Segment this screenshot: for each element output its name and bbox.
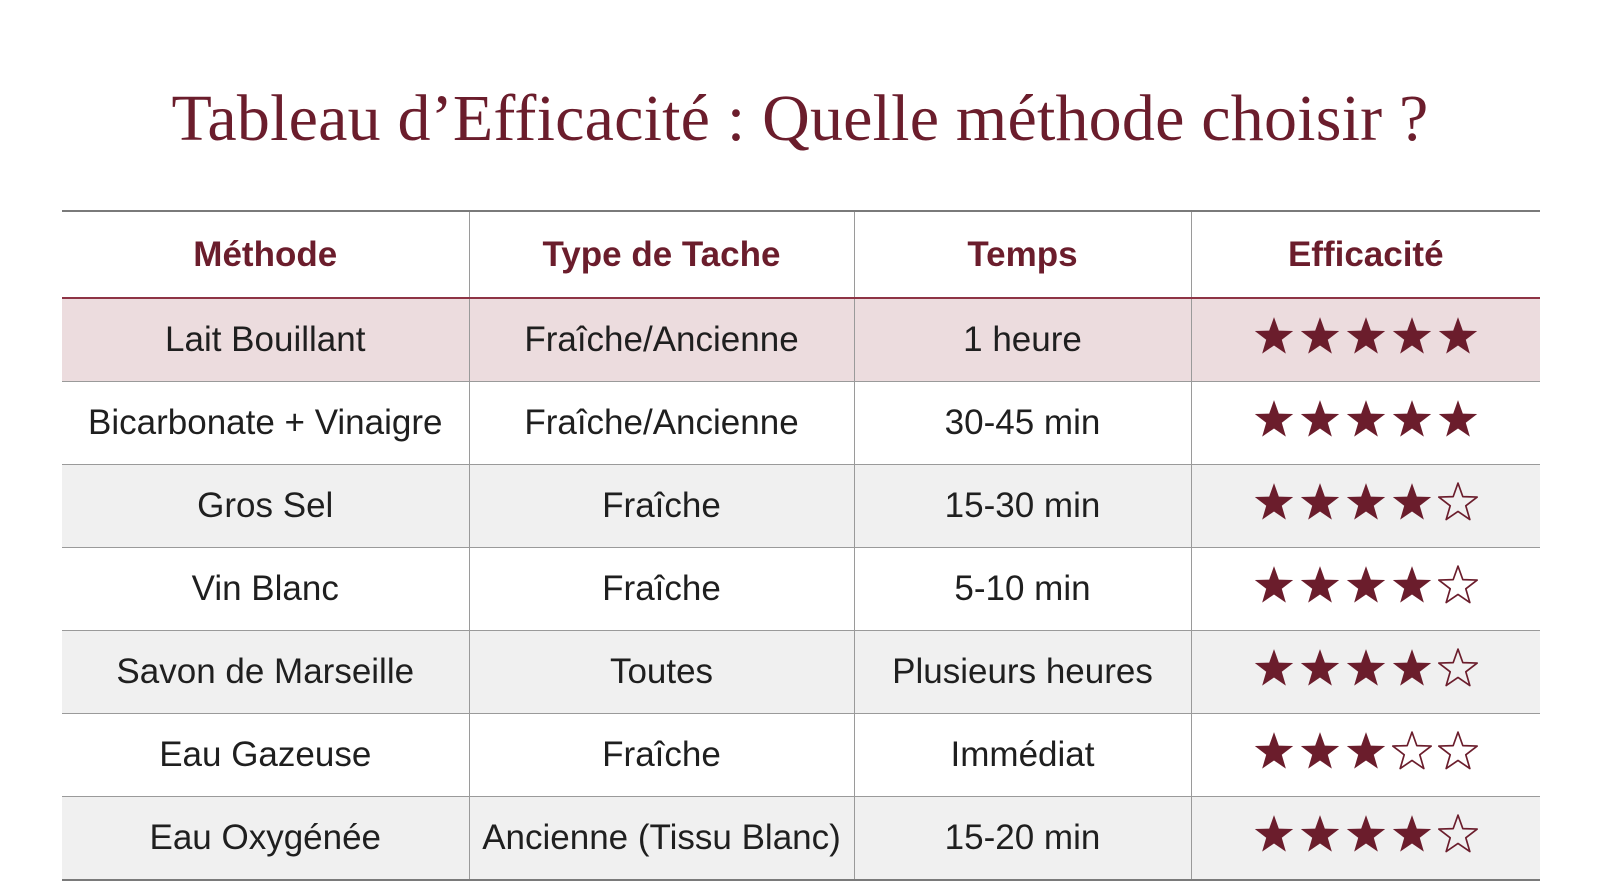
star-filled-icon [1299,813,1341,855]
table-row [62,714,1540,797]
header-stain-type: Type de Tache [469,211,854,298]
time-cell: 5-10 min [854,548,1191,631]
star-rating [1253,647,1479,689]
time-cell: Immédiat [854,714,1191,797]
table-row [62,548,1540,631]
star-filled-icon [1253,730,1295,772]
time-cell: 1 heure [854,298,1191,382]
star-rating [1253,813,1479,855]
stain-type-cell: Fraîche [469,465,854,548]
star-filled-icon [1253,315,1295,357]
stain-type-cell: Fraîche [469,548,854,631]
star-filled-icon [1391,813,1433,855]
star-filled-icon [1437,315,1479,357]
star-outline-icon [1437,481,1479,523]
method-cell: Gros Sel [62,465,469,548]
star-outline-icon [1437,647,1479,689]
time-cell: Plusieurs heures [854,631,1191,714]
star-rating [1253,398,1479,440]
star-filled-icon [1253,564,1295,606]
rating-cell [1191,548,1540,631]
stain-type-cell: Fraîche/Ancienne [469,298,854,382]
star-filled-icon [1391,398,1433,440]
star-rating [1253,481,1479,523]
star-filled-icon [1253,813,1295,855]
star-filled-icon [1391,315,1433,357]
star-filled-icon [1345,315,1387,357]
star-rating [1253,315,1479,357]
star-filled-icon [1391,481,1433,523]
table-row [62,298,1540,382]
star-rating [1253,730,1479,772]
page-title: Tableau d’Efficacité : Quelle méthode choisir ? [171,82,1429,155]
star-outline-icon [1437,813,1479,855]
time-cell: 15-20 min [854,797,1191,881]
table-row [62,465,1540,548]
star-filled-icon [1345,647,1387,689]
table-row [62,797,1540,881]
stain-type-cell: Fraîche/Ancienne [469,382,854,465]
method-cell: Vin Blanc [62,548,469,631]
rating-cell [1191,797,1540,881]
star-filled-icon [1299,481,1341,523]
star-outline-icon [1437,564,1479,606]
method-cell: Lait Bouillant [62,298,469,382]
star-filled-icon [1299,315,1341,357]
star-outline-icon [1437,730,1479,772]
star-filled-icon [1253,398,1295,440]
header-method: Méthode [62,211,469,298]
star-filled-icon [1391,647,1433,689]
star-filled-icon [1345,813,1387,855]
star-filled-icon [1345,564,1387,606]
star-filled-icon [1345,730,1387,772]
method-cell: Savon de Marseille [62,631,469,714]
rating-cell [1191,714,1540,797]
star-filled-icon [1391,564,1433,606]
time-cell: 15-30 min [854,465,1191,548]
star-filled-icon [1437,398,1479,440]
star-filled-icon [1345,481,1387,523]
star-filled-icon [1253,647,1295,689]
method-cell: Eau Gazeuse [62,714,469,797]
table-header-row [62,211,1540,298]
header-efficacy: Efficacité [1191,211,1540,298]
stain-type-cell: Toutes [469,631,854,714]
star-filled-icon [1299,564,1341,606]
stain-type-cell: Ancienne (Tissu Blanc) [469,797,854,881]
star-filled-icon [1299,647,1341,689]
method-cell: Eau Oxygénée [62,797,469,881]
star-filled-icon [1299,730,1341,772]
table-row [62,382,1540,465]
star-outline-icon [1391,730,1433,772]
efficacy-table [62,210,1540,881]
time-cell: 30-45 min [854,382,1191,465]
rating-cell [1191,382,1540,465]
rating-cell [1191,298,1540,382]
method-cell: Bicarbonate + Vinaigre [62,382,469,465]
stain-type-cell: Fraîche [469,714,854,797]
star-filled-icon [1345,398,1387,440]
star-filled-icon [1253,481,1295,523]
star-filled-icon [1299,398,1341,440]
table-row [62,631,1540,714]
rating-cell [1191,631,1540,714]
rating-cell [1191,465,1540,548]
header-time: Temps [854,211,1191,298]
star-rating [1253,564,1479,606]
